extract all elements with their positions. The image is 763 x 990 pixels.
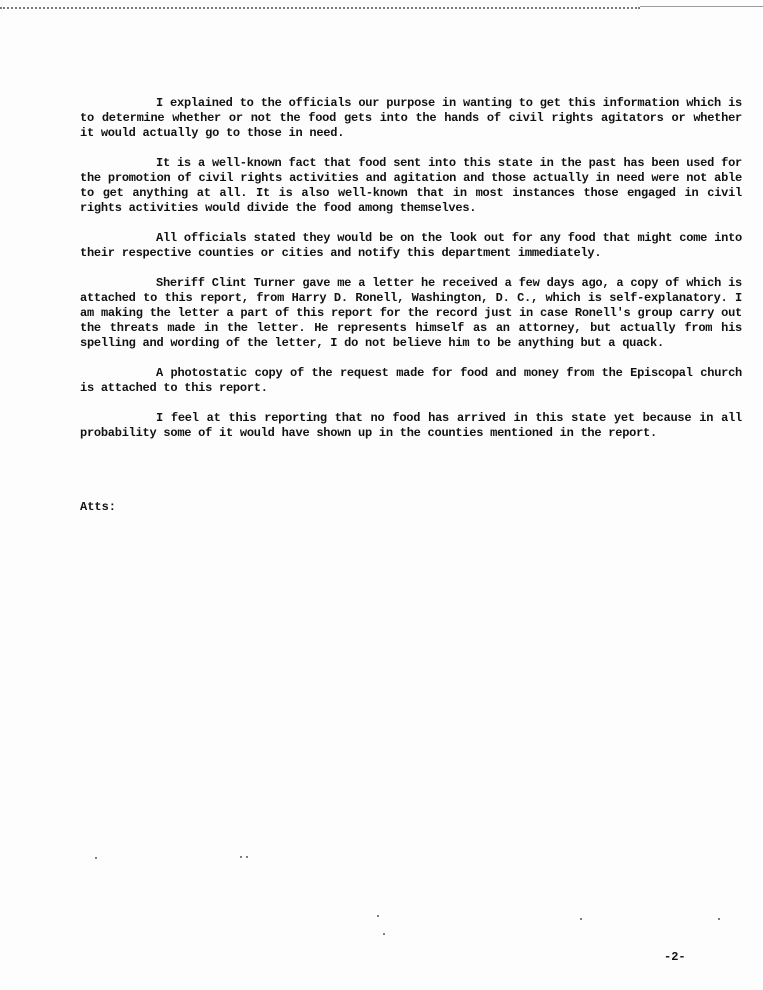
scan-speck [580,918,582,920]
paragraph-officials: All officials stated they would be on the look out for any food that might come into their respective counties or cities and notify this department immediately. [80,231,742,260]
scan-speck [95,857,97,859]
scan-speck [240,856,242,858]
scan-speck [377,915,379,917]
paragraph-conclusion: I feel at this reporting that no food has arrived in this state yet because in all probability some of it would have shown up in the counties mentioned in the report. [80,411,742,440]
attachments-label: Atts: [80,500,117,514]
paragraph-past-food: It is a well-known fact that food sent into this state in the past has been used for the promotion of civil rights activities and agitation and those actually in need were not able to get anything at all. It is also well-known that in most instances those engaged in civil rights activities would divide the food among themselves. [80,156,742,215]
page-number: -2- [664,950,686,964]
paragraph-sheriff-letter: Sheriff Clint Turner gave me a letter he received a few days ago, a copy of which is attached to this report, from Harry D. Ronell, Washington, D. C., which is self-explanatory. I am making the letter a part of this report for the record just in case Ronell's group carry out the threats made in the letter. He represents himself as an attorney, but actually from his spelling and wording of the letter, I do not believe him to be anything but a quack. [80,276,742,350]
paragraph-photostatic-copy: A photostatic copy of the request made for food and money from the Episcopal church is attached to this report. [80,366,742,395]
paragraph-purpose: I explained to the officials our purpose in wanting to get this information which is to determine whether or not the food gets into the hands of civil rights agitators or whether it would actually go to those in need. [80,96,742,140]
scan-speck [383,933,385,935]
top-edge-rule-right [640,6,763,7]
report-body [80,96,742,456]
scan-speck [246,856,248,858]
scan-speck [718,918,720,920]
top-edge-rule [0,0,640,9]
